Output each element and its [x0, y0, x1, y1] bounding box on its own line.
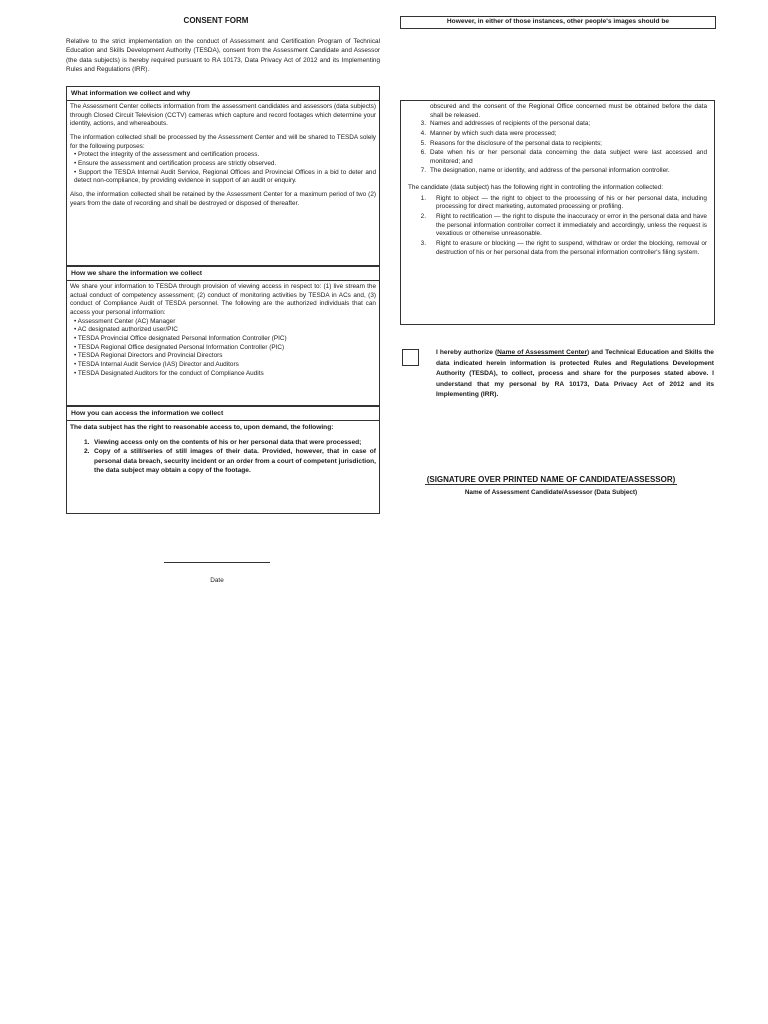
authorization-statement — [436, 348, 714, 401]
right-item — [408, 213, 707, 239]
access-item-text: Reasons for the disclosure of the personal data to recipients; — [430, 139, 602, 147]
consent-checkbox[interactable] — [402, 349, 419, 366]
share-section — [66, 266, 380, 406]
collect-body — [67, 101, 379, 215]
continued-header-line: However, in either of those instances, other people's images should be — [400, 16, 716, 29]
share-body — [67, 281, 379, 380]
access-item-text: The designation, name or identity, and address of the personal information controller. — [430, 167, 670, 175]
share-bullet: • TESDA Internal Audit Service (IAS) Director and Auditors — [74, 360, 239, 368]
access-item — [408, 140, 707, 149]
right-item-number: 1. — [420, 194, 426, 202]
access-item-number: 5. — [420, 139, 426, 147]
access-item-text: Manner by which such data were processed; — [430, 129, 557, 137]
share-bullet: • TESDA Regional Directors and Provincial Directors — [74, 352, 223, 360]
rights-intro: The candidate (data subject) has the following right in controlling the information collected: — [408, 184, 664, 192]
access-item-text: Viewing access only on the contents of his or her personal data that were processed; — [94, 438, 362, 446]
share-bullet: • AC designated authorized user/PIC — [74, 326, 178, 334]
collect-bullet: • Protect the integrity of the assessment and certification process. — [74, 151, 260, 159]
continued-text: obscured and the consent of the Regional Office concerned must be obtained before the data shall be released. — [430, 103, 707, 119]
access-item — [408, 149, 707, 166]
right-item-text: Right to rectification — the right to dispute the inaccuracy or error in the personal data and have the personal information controller correct it immediately and accordingly, unless the request is vexatious or otherwise unreasonable. — [436, 213, 707, 238]
access-item-text: Copy of a still/series of still images of their data. Provided, however, that in case of personal data breach, security incident or an order from a court of competent jurisdiction, the data subject may obtain a copy of the footage. — [94, 448, 376, 475]
access-item-number: 6. — [420, 149, 426, 157]
right-item-text: Right to object — the right to object to the processing of his or her personal data, including processing for direct marketing, automated processing or profiling. — [436, 194, 707, 211]
form-title: CONSENT FORM — [183, 16, 249, 25]
access-item-number: 3. — [420, 120, 426, 128]
share-bullet: • TESDA Provincial Office designated Personal Information Controller (PIC) — [74, 335, 287, 343]
signature-label-text: (SIGNATURE OVER PRINTED NAME OF CANDIDATE/ASSESSOR) — [426, 475, 676, 484]
access-list — [70, 438, 376, 476]
collect-bullet: • Support the TESDA Internal Audit Service, Regional Offices and Provincial Offices in a bid to deter and detect non-compliance, by providing evidence in support of an audit or enquiry. — [74, 168, 376, 185]
share-heading: How we share the information we collect — [67, 267, 379, 281]
access-item-number: 4. — [420, 129, 426, 137]
share-bullet: • TESDA Designated Auditors for the conduct of Compliance Audits — [74, 369, 264, 377]
assessment-center-name-field[interactable]: Name of Assessment Center — [497, 349, 588, 356]
collect-section — [66, 86, 380, 266]
access-item-text: Date when his or her personal data concerning the data subject were last accessed and monitored; and — [430, 149, 707, 165]
access-item-number: 7. — [420, 167, 426, 175]
right-item-text: Right to erasure or blocking — the right to suspend, withdraw or order the blocking, removal or destruction of his or her personal data from the personal information controller's filing system. — [436, 239, 707, 256]
access-item-text: Names and addresses of recipients of the personal data; — [430, 120, 591, 128]
access-item-number: 2. — [84, 448, 90, 456]
signature-sublabel: Name of Assessment Candidate/Assessor (Data Subject) — [464, 489, 638, 496]
collect-paragraph-2: The information collected shall be processed by the Assessment Center and will be shared to TESDA solely for the following purposes: — [70, 134, 376, 150]
collect-bullet: • Ensure the assessment and certification process are strictly observed. — [74, 160, 277, 168]
date-line[interactable] — [164, 562, 270, 563]
access-section — [66, 406, 380, 514]
share-bullet: • Assessment Center (AC) Manager — [74, 317, 176, 325]
access-item — [84, 438, 376, 448]
access-item — [408, 120, 707, 129]
right-item — [408, 195, 707, 212]
authorization-rest: ) and Technical Education and Skills the data indicated herein information is protected Rules and Regulations Development Authority (TESDA), to collect, process and share for the purposes stated above. I understand that my personal by RA 10173, Data Privacy Act of 2012 and its Implementing (IRR). — [436, 349, 714, 399]
right-item — [408, 240, 707, 257]
collect-paragraph-1: The Assessment Center collects information from the assessment candidates and assessors (data subjects) through Closed Circuit Television (CCTV) cameras which capture and record footages which determine your identity, actions, and whereabouts. — [70, 103, 376, 128]
share-paragraph: We share your information to TESDA through provision of viewing access in respect to: (1) live stream the actual conduct of competency assessment; (2) conduct of monitoring activities by TESDA in ACs and, (3) conduct of Compliance Audit of TESDA personnel. The following are the authorized individuals that can access your personal information: — [70, 283, 376, 317]
access-item — [84, 447, 376, 476]
intro-paragraph: Relative to the strict implementation on the conduct of Assessment and Certification Program of Technical Education and Skills Development Authority (TESDA), consent from the Assessment Candidate and Assessor (the data subjects) is hereby required pursuant to RA 10173, Data Privacy Act of 2012 and its Implementing Rules and Regulations (IRR). — [66, 38, 380, 73]
rights-box — [400, 100, 715, 325]
access-item — [408, 130, 707, 139]
access-item — [408, 167, 707, 176]
collect-heading: What information we collect and why — [67, 87, 379, 101]
date-label: Date — [210, 577, 224, 584]
right-item-number: 2. — [420, 213, 426, 221]
signature-label[interactable] — [417, 475, 685, 486]
authorization-lead: I hereby authorize ( — [436, 349, 498, 356]
access-body — [67, 421, 379, 478]
share-bullet: • TESDA Regional Office designated Personal Information Controller (PIC) — [74, 343, 285, 351]
right-item-number: 3. — [420, 239, 426, 247]
access-heading: How you can access the information we collect — [67, 407, 379, 421]
collect-paragraph-3: Also, the information collected shall be retained by the Assessment Center for a maximum period of two (2) years from the date of recording and shall be destroyed or disposed of thereafter. — [70, 190, 376, 207]
access-item-number: 1. — [84, 438, 90, 446]
access-paragraph: The data subject has the right to reasonable access to, upon demand, the following: — [70, 424, 334, 432]
